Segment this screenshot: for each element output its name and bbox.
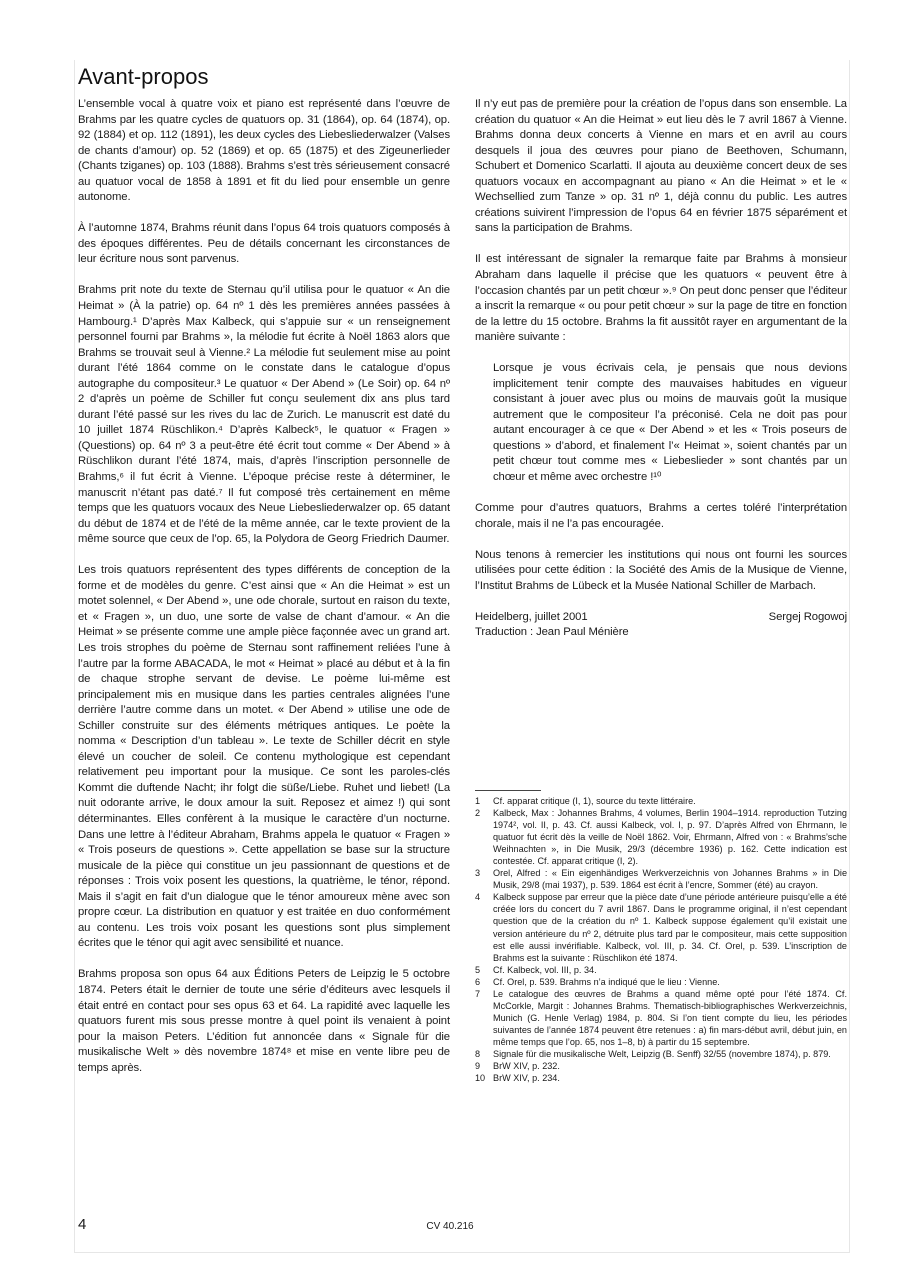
footnote-number: 2: [475, 808, 481, 819]
footnote-text: Le catalogue des œuvres de Brahms a quand même opté pour l’été 1874. Cf. McCorkle, Margit : Johannes Brahms. Thematisch-bibliographisches Werkverzeichnis, Munich (G. Henle Verlag) 1984, p. 804. Si l’on tient compte du lieu, les périodes suivantes de l’année 1874 peuvent être retenues : a) fin mars-début avril, début juin, en même temps que l’op. 65, nos 1–8, b) à partir du 15 septembre.: [493, 988, 847, 1047]
paragraph: À l’automne 1874, Brahms réunit dans l’opus 64 trois quatuors composés à des époques différentes. Peu de détails concernant les circonstances de leur écriture nous sont parvenus.: [78, 222, 450, 266]
footnote-number: 6: [475, 976, 481, 987]
footnote-number: 5: [475, 964, 481, 975]
footnote-text: Cf. Orel, p. 539. Brahms n’a indiqué que le lieu : Vienne.: [493, 976, 720, 987]
footnotes: [475, 795, 847, 1084]
translator-credit: Traduction : Jean Paul Ménière: [475, 626, 629, 639]
right-column: [475, 97, 847, 656]
signature-place-date: Heidelberg, juillet 2001: [475, 610, 588, 623]
paragraph: Les trois quatuors représentent des types différents de conception de la forme et de modèles du genre. C’est ainsi que « An die Heimat » est un motet solennel, « Der Abend », une ode chorale, surtout en raison du texte, et « Fragen », un duo, une sorte de valse de chant d’amour. « An die Heimat » se présente comme une ample pièce façonnée avec un grand art. Les trois strophes du poème de Sternau sont raffinement reliées l’une à l’autre par la forme ABACADA, le mot « Heimat » placé au début et à la fin de chaque strophe servant de devise. Le poème lui-même est principalement mis en musique dans les parties centrales alignées l’une derrière l’autre comme dans un motet. « Der Abend » utilise une ode de Schiller construite sur des éléments métriques antiques. Le poète la nomma « Description d’un tableau ». Le texte de Schiller décrit en style élevé un coucher de soleil. Ce contenu mythologique est cependant relativement peu important pour la musique. Ce sont les paroles-clés Kommt die duftende Nacht; ihr folgt die süße/Liebe. Ruhet und liebet! (La nuit odorante arrive, le doux amour la suit. Reposez et aimez !) qui sont déterminantes. Elles confèrent à la musique le caractère d’un nocturne. Dans une lettre à l’éditeur Abraham, Brahms appela le quatuor « Fragen » « Trois poseurs de questions ». Cette appellation se base sur la structure musicale de la pièce qui constitue un jeu passionnant de questions et de réponses : Trois voix posent les questions, la quatrième, le ténor, répond. Mais il s’agit en fait d’un dialogue que le ténor amoureux mène avec son propre cœur. La distribution en quatuor y est traitée en duo conformément au contenu. Les trois voix posant les questions sont plus simplement écrites que le ténor qui agit avec sensibilité et nuance.: [78, 564, 450, 950]
footnote-text: Kalbeck, Max : Johannes Brahms, 4 volumes, Berlin 1904–1914. reproduction Tutzing 1974², vol. II, p. 43. Cf. aussi Kalbeck, vol. I, p. 97. D’après Alfred von Ehrmann, le quatuor fut écrit dès la veille de Noël 1862. Voir, Ehrmann, Alfred von : « Brahms’sche Weihnachten », in Die Musik, 29/3 (décembre 1936) p. 162. Cette indication est contestée. Cf. apparat critique (I, 2).: [493, 808, 847, 867]
paragraph: Il est intéressant de signaler la remarque faite par Brahms à monsieur Abraham dans laquelle il précise que les quatuors « peuvent être à l’occasion chantés par un petit chœur ».⁹ On peut donc penser que l’éditeur a inscrit la remarque « ou pour petit chœur » sur la page de titre en fonction de la lettre du 15 octobre. Brahms la fit aussitôt rayer en argumentant de la manière suivante :: [475, 253, 847, 344]
page-border-bottom: [74, 1252, 850, 1253]
left-column: [78, 97, 450, 1092]
footnote: [475, 891, 847, 963]
signature-block: [475, 610, 847, 626]
footnote-text: Kalbeck suppose par erreur que la pièce date d’une période antérieure puisqu’elle a été créée lors du concert du 7 avril 1867. Dans le programme original, il n’est cependant question que de la création du nº 1. Kalbeck suppose également qu’il existait une version antérieure du nº 2, détruite plus tard par le compositeur, mais cette supposition est elle aussi invérifiable. Kalbeck, vol. III, p. 34. Cf. Orel, p. 539. L’inscription de Brahms est la suivante : Rüschlikon été 1874.: [493, 892, 847, 963]
footnote: [475, 1060, 847, 1072]
footnote-text: Cf. Kalbeck, vol. III, p. 34.: [493, 964, 597, 975]
page-number: 4: [78, 1216, 87, 1233]
footnote-text: Signale für die musikalische Welt, Leipzig (B. Senff) 32/55 (novembre 1874), p. 879.: [493, 1048, 831, 1059]
footnote: [475, 1072, 847, 1084]
footnote: [475, 964, 847, 976]
paragraph: Nous tenons à remercier les institutions qui nous ont fourni les sources utilisées pour cette édition : la Société des Amis de la Musique de Vienne, l’Institut Brahms de Lübeck et la Musée National Schiller de Marbach.: [475, 548, 847, 592]
paragraph: Il n’y eut pas de première pour la création de l’opus dans son ensemble. La création du quatuor « An die Heimat » eut lieu dès le 7 avril 1867 à Vienne. Brahms donna deux concerts à Vienne en mars et en avril au cours desquels il joua des œuvres pour piano de Beethoven, Schumann, Schubert et Domenico Scarlatti. Il ajouta au deuxième concert deux de ses quatuors vocaux en accompagnant au piano « An die Heimat » et le « Wechsellied zum Tanze » op. 31 nº 1, déjà connu du public. Les autres créations suivirent l’impression de l’opus 64 en février 1875 séparément et sans la participation de Brahms.: [475, 98, 847, 235]
footnote: [475, 867, 847, 891]
footnote: [475, 795, 847, 807]
paragraph: Brahms prit note du texte de Sternau qu’il utilisa pour le quatuor « An die Heimat » (À la patrie) op. 64 nº 1 dès les premières années passées à Hambourg.¹ D’après Max Kalbeck, qui s’appuie sur « un renseignement personnel fourni par Brahms », la mélodie fut écrite à Noël 1863 alors que Brahms se trouvait seul à Vienne.² La mélodie fut seulement mise au point durant l’été 1864 comme on le constate dans le catalogue d’opus autographe du compositeur.³ Le quatuor « Der Abend » (Le Soir) op. 64 nº 2 d’après un poème de Schiller fut conçu seulement dix ans plus tard durant l’été passé sur les rives du lac de Zurich. Le manuscrit est daté du 10 juillet 1874 Rüschlikon.⁴ D’après Kalbeck⁵, le quatuor « Fragen » (Questions) op. 64 nº 3 a peut-être été écrit tout comme « Der Abend » à Rüschlikon durant l’été 1874, mais, d’après l’inscription personnelle de Brahms,⁶ il fut écrit à Vienne. L’époque précise reste à déterminer, le manuscrit n’étant pas daté.⁷ Il fut composé très certainement en même temps que les quatuors vocaux des Neue Liebesliederwalzer op. 65 datant du début de 1874 et de l’été de la même année, car le texte provient de la même source que ceux de l’op. 65, la Polydora de Georg Friedrich Daumer.: [78, 284, 450, 546]
paragraph: L’ensemble vocal à quatre voix et piano est représenté dans l’œuvre de Brahms par les quatre cycles de quatuors op. 31 (1864), op. 64 (1874), op. 92 (1884) et op. 112 (1891), les deux cycles des Liebesliederwalzer (Valses de chants d’amour) op. 52 (1869) et op. 65 (1875) et des Zigeunerlieder (Chants tziganes) op. 103 (1888). Brahms s’est très sérieusement consacré au quatuor vocal de 1858 à 1891 et fit du lied pour ensemble un genre autonome.: [78, 98, 450, 204]
catalog-code: CV 40.216: [426, 1221, 474, 1232]
footnote-number: 3: [475, 868, 481, 879]
footnote-number: 10: [475, 1073, 486, 1084]
page-border-right: [849, 60, 850, 1253]
footnote: [475, 976, 847, 988]
footnote-number: 4: [475, 892, 481, 903]
paragraph: Brahms proposa son opus 64 aux Éditions Peters de Leipzig le 5 octobre 1874. Peters était le dernier de toute une série d’éditeurs avec lesquels il était entré en contact pour ses opus 63 et 64. La rapidité avec laquelle les quatuors furent mis sous presse montre à quel point ils venaient à point pour la maison Peters. L’édition fut annoncée dans « Signale für die musikalische Welt » dès novembre 1874⁸ et mise en vente libre peu de temps après.: [78, 968, 450, 1074]
footnote-text: Orel, Alfred : « Ein eigenhändiges Werkverzeichnis von Johannes Brahms » in Die Musik, 29/8 (mai 1937), p. 539. 1864 est écrit à l’encre, Sommer (été) au crayon.: [493, 868, 847, 891]
footnote-number: 8: [475, 1048, 481, 1059]
block-quote: Lorsque je vous écrivais cela, je pensais que nous devions implicitement tenir compte des mauvaises habitudes en vigueur consistant à jouer avec plus ou moins de mauvais goût la musique autrement que le compositeur l’a préconisé. Cela ne doit pas pour autant encourager à ce que « Der Abend » et les « Trois poseurs de questions » d’abord, et finalement l’« Heimat », soient chantés par un petit chœur tout comme mes « Liebeslieder » sont chantés par un chœur et même avec orchestre !¹⁰: [493, 362, 847, 484]
signature-author: Sergej Rogowoj: [768, 610, 847, 623]
page-title: Avant-propos: [78, 64, 209, 89]
footnote-text: Cf. apparat critique (I, 1), source du texte littéraire.: [493, 796, 696, 806]
footnote: [475, 988, 847, 1048]
footnote-number: 9: [475, 1061, 481, 1072]
footnote-text: BrW XIV, p. 234.: [493, 1073, 560, 1084]
footnote-rule: [475, 790, 541, 791]
page-border-left: [74, 60, 75, 1253]
footnote: [475, 807, 847, 867]
footnote-text: BrW XIV, p. 232.: [493, 1061, 560, 1072]
footnote: [475, 1048, 847, 1060]
footnote-number: 7: [475, 988, 481, 999]
footnote-number: 1: [475, 796, 481, 806]
paragraph: Comme pour d’autres quatuors, Brahms a certes toléré l’interprétation chorale, mais il ne l’a pas encouragée.: [475, 502, 847, 530]
